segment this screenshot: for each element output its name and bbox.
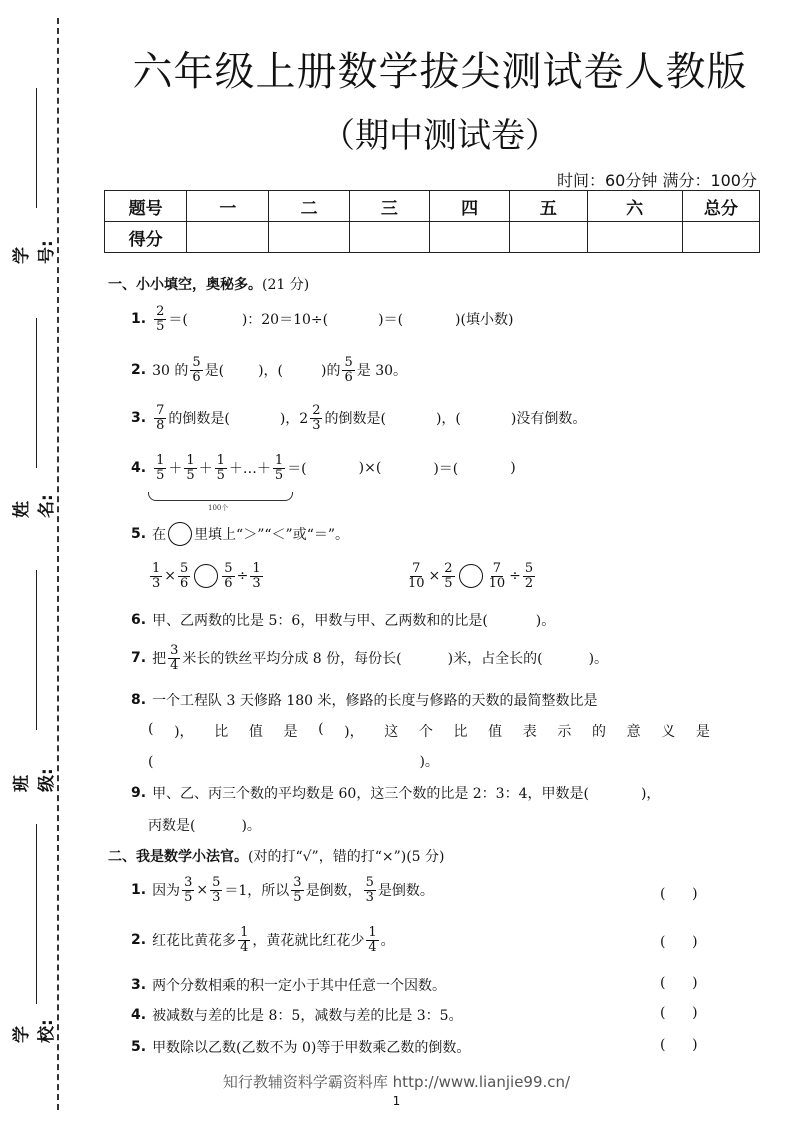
denominator: 5 bbox=[444, 575, 453, 591]
question-2-3 bbox=[131, 975, 446, 995]
question-1-9 bbox=[131, 783, 660, 803]
numerator: 5 bbox=[344, 355, 353, 370]
question-text: ( bbox=[148, 754, 154, 770]
xuehao-label: 学号: bbox=[12, 240, 57, 264]
section2-note: (对的打“√”，错的打“×”)(5 分) bbox=[248, 849, 445, 865]
denominator: 3 bbox=[152, 575, 161, 591]
question-text: 是( bbox=[204, 363, 225, 380]
score-cell[interactable] bbox=[430, 222, 510, 253]
fraction bbox=[168, 644, 180, 672]
denominator: 10 bbox=[408, 575, 425, 591]
fraction bbox=[310, 404, 322, 432]
time-info: 时间：60分钟 满分：100分 bbox=[557, 171, 757, 190]
score-header-cell: 五 bbox=[510, 191, 587, 222]
numerator: 1 bbox=[186, 453, 195, 468]
question-text: 是倒数， bbox=[305, 883, 362, 900]
score-header-cell: 三 bbox=[349, 191, 429, 222]
numerator: 5 bbox=[365, 875, 374, 890]
score-cell[interactable] bbox=[349, 222, 429, 253]
line-char: 个 bbox=[418, 724, 433, 740]
operator: ÷ bbox=[509, 568, 521, 585]
judge-answer-blank[interactable]: ( ) bbox=[660, 1005, 698, 1021]
fraction bbox=[154, 404, 166, 432]
fraction bbox=[406, 562, 427, 590]
question-1-9-line2 bbox=[148, 815, 261, 835]
score-header-cell: 一 bbox=[187, 191, 269, 222]
question-text: 甲数除以乙数(乙数不为 0)等于甲数乘乙数的倒数。 bbox=[152, 1040, 471, 1056]
brace-underline bbox=[148, 492, 293, 501]
question-text: )，( bbox=[258, 363, 284, 380]
question-text: )＝( bbox=[378, 312, 404, 329]
score-header-cell: 总分 bbox=[682, 191, 759, 222]
compare-expression-left bbox=[148, 562, 265, 590]
line-char: 是 bbox=[283, 724, 298, 740]
question-1-8-line2 bbox=[148, 721, 710, 741]
question-text: 甲、乙两数的比是 5：6，甲数与甲、乙两数和的比是( bbox=[152, 613, 488, 629]
numerator: 7 bbox=[412, 561, 421, 576]
question-number: 5. bbox=[131, 526, 147, 542]
question-1-8-line3 bbox=[148, 751, 439, 771]
fraction bbox=[342, 356, 354, 384]
question-number: 4. bbox=[131, 460, 147, 477]
fraction bbox=[487, 562, 508, 590]
operator: × bbox=[428, 568, 441, 585]
score-cell[interactable] bbox=[510, 222, 587, 253]
denominator: 4 bbox=[170, 657, 179, 673]
fraction bbox=[366, 926, 378, 954]
fraction bbox=[178, 562, 190, 590]
question-text: )没有倒数。 bbox=[510, 411, 587, 428]
denominator: 6 bbox=[224, 575, 233, 591]
banji-line bbox=[36, 570, 37, 730]
line-char: 是 bbox=[695, 724, 710, 740]
numerator: 1 bbox=[368, 925, 377, 940]
line-char: ( bbox=[318, 721, 324, 737]
denominator: 3 bbox=[312, 417, 321, 433]
question-2-4 bbox=[131, 1005, 463, 1025]
line-char: 示 bbox=[557, 724, 572, 740]
line-char: )， bbox=[344, 724, 364, 740]
score-table-score-row bbox=[105, 222, 760, 253]
line-char: ( bbox=[148, 721, 154, 737]
question-text: 是倒数。 bbox=[377, 883, 434, 900]
question-text: ＝( bbox=[168, 312, 188, 329]
score-cell[interactable] bbox=[187, 222, 269, 253]
question-2-2 bbox=[131, 926, 395, 954]
question-number: 4. bbox=[131, 1007, 147, 1023]
operator: × bbox=[196, 882, 209, 899]
fraction bbox=[273, 454, 285, 482]
score-row-label: 得分 bbox=[105, 222, 187, 253]
question-1-2 bbox=[131, 356, 407, 384]
score-cell[interactable] bbox=[587, 222, 682, 253]
judge-answer-blank[interactable]: ( ) bbox=[660, 1037, 698, 1053]
numerator: 7 bbox=[492, 561, 501, 576]
question-text: )，( bbox=[435, 411, 461, 428]
question-2-5 bbox=[131, 1037, 470, 1057]
score-header-cell: 六 bbox=[587, 191, 682, 222]
denominator: 3 bbox=[365, 889, 374, 905]
question-number: 2. bbox=[131, 932, 147, 949]
numerator: 2 bbox=[444, 561, 453, 576]
fraction bbox=[182, 876, 194, 904]
line-char: 表 bbox=[522, 724, 537, 740]
numerator: 5 bbox=[180, 561, 189, 576]
question-1-8 bbox=[131, 690, 598, 710]
binding-dash-line bbox=[57, 18, 59, 1110]
question-1-6 bbox=[131, 610, 555, 630]
denominator: 5 bbox=[216, 467, 225, 483]
question-text: )＝( bbox=[433, 461, 459, 478]
fraction bbox=[184, 454, 196, 482]
numerator: 1 bbox=[156, 453, 165, 468]
denominator: 5 bbox=[184, 889, 193, 905]
denominator: 5 bbox=[186, 467, 195, 483]
xingming-line bbox=[36, 318, 37, 468]
compare-circle-blank[interactable] bbox=[194, 564, 218, 588]
line-char: 这 bbox=[384, 724, 399, 740]
denominator: 3 bbox=[212, 889, 221, 905]
section1-title-text: 一、小小填空，奥秘多。 bbox=[108, 277, 262, 293]
denominator: 6 bbox=[180, 575, 189, 591]
question-1-5 bbox=[131, 522, 349, 546]
banji-label: 班级: bbox=[12, 768, 57, 792]
numerator: 3 bbox=[184, 875, 193, 890]
fraction bbox=[364, 876, 376, 904]
question-text: 的倒数是( bbox=[324, 411, 386, 428]
section1-note: (21 分) bbox=[262, 277, 310, 293]
fraction bbox=[154, 305, 166, 333]
section2-title-text: 二、我是数学小法官。 bbox=[108, 849, 248, 865]
xuehao-line bbox=[36, 88, 37, 208]
question-text: 因为 bbox=[152, 883, 181, 900]
numerator: 1 bbox=[152, 561, 161, 576]
score-header-cell: 四 bbox=[430, 191, 510, 222]
question-text: )。 bbox=[241, 818, 261, 834]
question-number: 6. bbox=[131, 612, 147, 628]
question-text: 米长的铁丝平均分成 8 份，每份长( bbox=[182, 651, 402, 668]
compare-circle-blank[interactable] bbox=[459, 564, 483, 588]
page-subtitle: （期中测试卷） bbox=[321, 116, 559, 156]
question-text: 丙数是( bbox=[148, 818, 196, 834]
fraction bbox=[150, 562, 162, 590]
question-text: 把 bbox=[152, 651, 167, 668]
numerator: 1 bbox=[252, 561, 261, 576]
question-text: 两个分数相乘的积一定小于其中任意一个因数。 bbox=[152, 978, 447, 994]
question-number: 2. bbox=[131, 362, 147, 379]
question-text: 的倒数是( bbox=[168, 411, 230, 428]
judge-answer-blank[interactable]: ( ) bbox=[660, 886, 698, 902]
question-number: 3. bbox=[131, 410, 147, 427]
question-number: 3. bbox=[131, 977, 147, 993]
plus-sign: ＋ bbox=[168, 461, 183, 478]
fraction bbox=[215, 454, 227, 482]
question-1-7 bbox=[131, 644, 608, 672]
plus-sign: ＋ bbox=[198, 461, 213, 478]
line-char: 比 bbox=[453, 724, 468, 740]
question-text: ，黄花就比红花少 bbox=[252, 933, 365, 950]
question-number: 5. bbox=[131, 1039, 147, 1055]
denominator: 8 bbox=[156, 417, 165, 433]
question-text: )(填小数) bbox=[455, 312, 514, 329]
question-1-1 bbox=[131, 305, 513, 333]
line-char: 值 bbox=[488, 724, 503, 740]
question-2-1 bbox=[131, 876, 434, 904]
line-char: 义 bbox=[661, 724, 676, 740]
question-number: 1. bbox=[131, 311, 147, 328]
fraction bbox=[154, 454, 166, 482]
question-text: )米，占全长的( bbox=[447, 651, 543, 668]
numerator: 1 bbox=[240, 925, 249, 940]
denominator: 5 bbox=[156, 318, 165, 334]
question-number: 9. bbox=[131, 785, 147, 801]
question-text: 是 30。 bbox=[356, 363, 408, 380]
question-text: 。 bbox=[380, 933, 395, 950]
question-text: 甲、乙、丙三个数的平均数是 60，这三个数的比是 2：3：4，甲数是( bbox=[152, 786, 589, 802]
question-text: )的 bbox=[321, 363, 341, 380]
fraction bbox=[523, 562, 535, 590]
denominator: 10 bbox=[488, 575, 506, 591]
numerator: 7 bbox=[156, 403, 165, 418]
question-text: )， bbox=[640, 786, 661, 802]
page-number: 1 bbox=[392, 1094, 401, 1108]
score-cell[interactable] bbox=[269, 222, 349, 253]
compare-expression-right bbox=[404, 562, 537, 590]
denominator: 3 bbox=[252, 575, 261, 591]
page-title: 六年级上册数学拔尖测试卷人教版 bbox=[132, 49, 748, 95]
ellipsis-sum: ＋…＋ bbox=[228, 461, 271, 478]
score-cell[interactable] bbox=[682, 222, 759, 253]
footer-watermark-text: 知行教辅资料学霸资料库 http://www.lianjie99.cn/ bbox=[222, 1073, 571, 1091]
question-text: )，2 bbox=[279, 411, 309, 428]
fraction bbox=[238, 926, 250, 954]
numerator: 5 bbox=[192, 355, 201, 370]
score-table bbox=[104, 190, 760, 253]
line-char: 意 bbox=[626, 724, 641, 740]
denominator: 5 bbox=[293, 889, 302, 905]
numerator: 5 bbox=[224, 561, 233, 576]
numerator: 1 bbox=[216, 453, 225, 468]
question-number: 1. bbox=[131, 882, 147, 899]
question-text: 30 的 bbox=[152, 363, 189, 380]
question-text: ) bbox=[510, 460, 516, 477]
xuexiao-line bbox=[36, 824, 37, 1004]
question-text: )：20＝10÷( bbox=[241, 312, 329, 329]
denominator: 4 bbox=[240, 939, 249, 955]
question-text: ＝( bbox=[287, 461, 307, 478]
numerator: 5 bbox=[524, 561, 534, 576]
line-char: 值 bbox=[248, 724, 263, 740]
fraction bbox=[442, 562, 454, 590]
operator: ÷ bbox=[236, 568, 249, 585]
xuexiao-label: 学校: bbox=[12, 1019, 57, 1043]
question-text: 在 bbox=[152, 527, 167, 543]
brace-label: 100个 bbox=[208, 504, 229, 512]
section1-title bbox=[108, 274, 309, 294]
fraction bbox=[291, 876, 303, 904]
question-text: 里填上“＞”“＜”或“＝”。 bbox=[194, 527, 350, 543]
denominator: 5 bbox=[156, 467, 165, 483]
numerator: 5 bbox=[212, 875, 221, 890]
denominator: 5 bbox=[274, 467, 284, 483]
operator: × bbox=[164, 568, 177, 585]
fraction bbox=[190, 356, 202, 384]
question-1-3 bbox=[131, 404, 586, 432]
question-text: ＝1，所以 bbox=[224, 883, 290, 900]
question-number: 7. bbox=[131, 650, 147, 667]
denominator: 6 bbox=[192, 369, 201, 385]
numerator: 3 bbox=[293, 875, 302, 890]
denominator: 4 bbox=[368, 939, 377, 955]
denominator: 6 bbox=[344, 369, 353, 385]
denominator: 2 bbox=[524, 575, 534, 591]
score-header-cell: 二 bbox=[269, 191, 349, 222]
question-text: )。 bbox=[588, 651, 609, 668]
line-char: )， bbox=[174, 724, 194, 740]
judge-answer-blank[interactable]: ( ) bbox=[660, 934, 698, 950]
compare-circle-icon bbox=[168, 522, 192, 546]
fraction bbox=[222, 562, 234, 590]
score-header-cell: 题号 bbox=[105, 191, 187, 222]
fraction bbox=[250, 562, 262, 590]
question-text: 一个工程队 3 天修路 180 米，修路的长度与修路的天数的最简整数比是 bbox=[152, 693, 598, 709]
fraction bbox=[210, 876, 222, 904]
score-table-header-row bbox=[105, 191, 760, 222]
question-text: )。 bbox=[535, 613, 556, 629]
section2-title bbox=[108, 846, 445, 866]
numerator: 1 bbox=[274, 453, 284, 468]
question-number: 8. bbox=[131, 692, 147, 708]
numerator: 3 bbox=[170, 643, 179, 658]
numerator: 2 bbox=[156, 304, 165, 319]
question-1-4 bbox=[131, 454, 516, 482]
line-char: 的 bbox=[592, 724, 606, 740]
question-text: 红花比黄花多 bbox=[152, 933, 237, 950]
question-text: )。 bbox=[419, 754, 439, 770]
question-text: )×( bbox=[358, 460, 382, 477]
question-text: 被减数与差的比是 8：5，减数与差的比是 3：5。 bbox=[152, 1008, 463, 1024]
numerator: 2 bbox=[312, 403, 321, 418]
xingming-label: 姓名: bbox=[12, 494, 57, 518]
line-char: 比 bbox=[214, 724, 229, 740]
judge-answer-blank[interactable]: ( ) bbox=[660, 975, 698, 991]
